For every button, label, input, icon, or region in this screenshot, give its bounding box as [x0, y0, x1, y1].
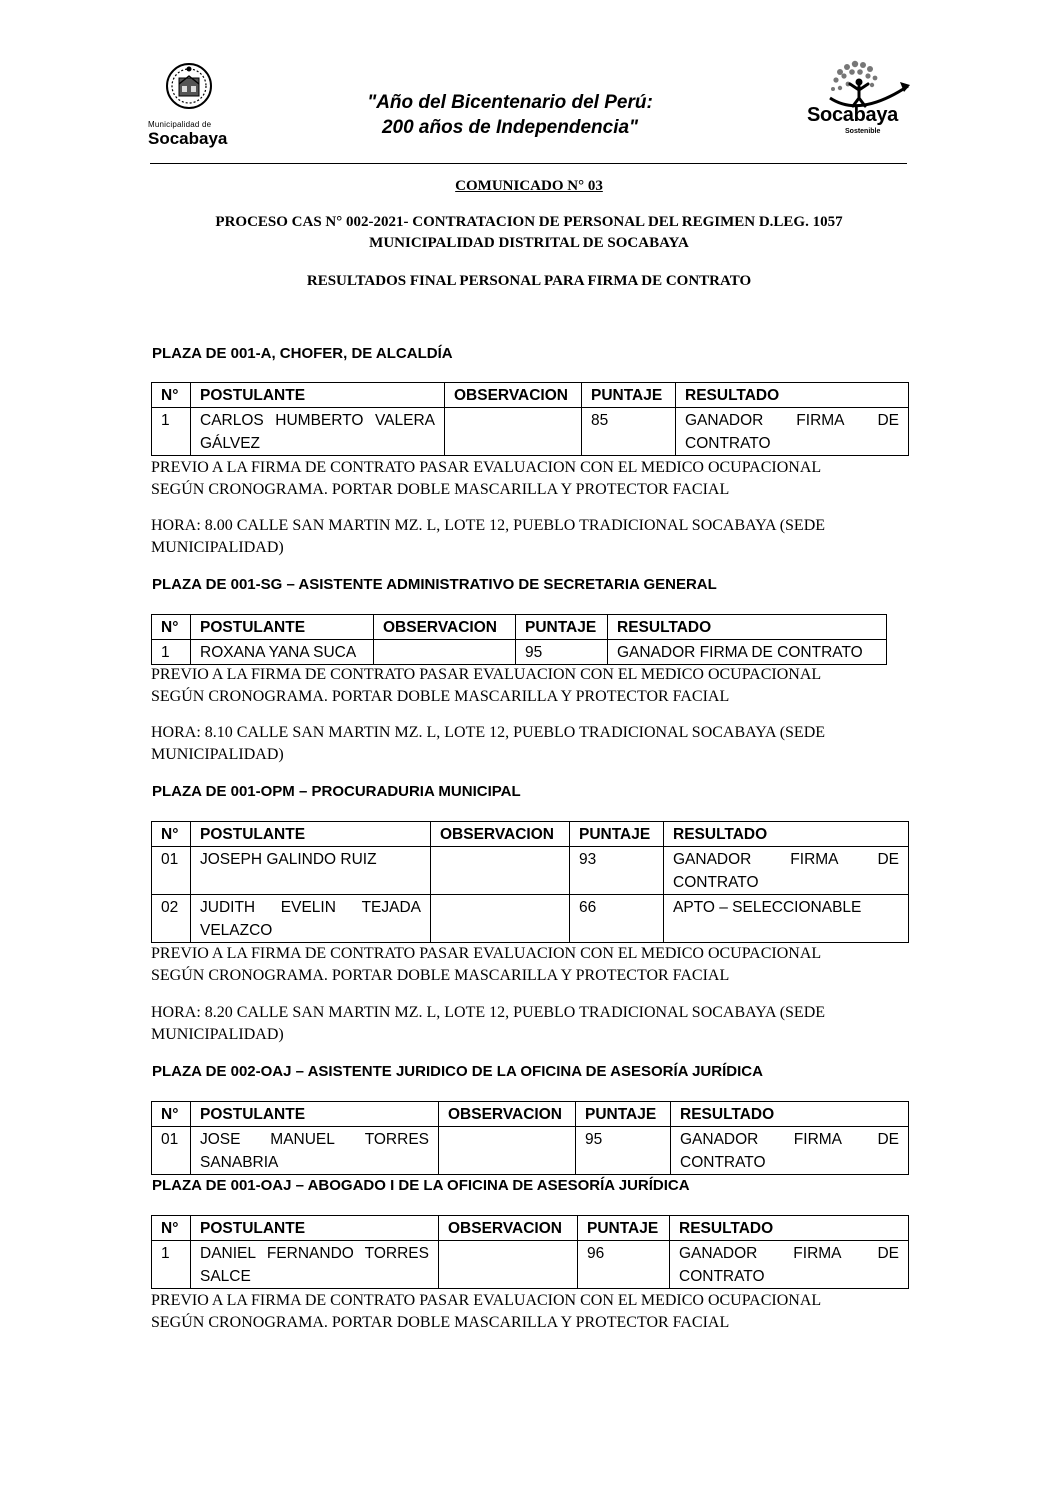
- name-word: DANIEL: [200, 1245, 256, 1262]
- table-row: [152, 1241, 909, 1289]
- results-table-abogado: [151, 1215, 909, 1289]
- name-word: HUMBERTO: [275, 412, 364, 429]
- result-word: GANADOR: [673, 851, 752, 868]
- column-header-observacion: OBSERVACION: [431, 822, 570, 847]
- hora-line-1: HORA: 8.10 CALLE SAN MARTIN MZ. L, LOTE 12, PUEBLO TRADICIONAL SOCABAYA (SEDE: [151, 724, 826, 741]
- hora-line-2: MUNICIPALIDAD): [151, 539, 284, 556]
- notice-line-2: SEGÚN CRONOGRAMA. PORTAR DOBLE MASCARILLA Y PROTECTOR FACIAL: [151, 688, 730, 705]
- table-row: [152, 1127, 909, 1175]
- notice-line-1: PREVIO A LA FIRMA DE CONTRATO PASAR EVALUACION CON EL MEDICO OCUPACIONAL: [151, 945, 822, 962]
- row-puntaje: 85: [582, 408, 676, 456]
- notice-line-1: PREVIO A LA FIRMA DE CONTRATO PASAR EVALUACION CON EL MEDICO OCUPACIONAL: [151, 1292, 822, 1309]
- row-resultado: APTO – SELECCIONABLE: [664, 895, 909, 943]
- row-resultado: [671, 1127, 909, 1175]
- row-num: 1: [152, 1241, 191, 1289]
- document-title: COMUNICADO N° 03: [455, 178, 603, 194]
- row-puntaje: 93: [570, 847, 664, 895]
- column-header-postulante: POSTULANTE: [191, 615, 374, 640]
- section-heading-chofer: PLAZA DE 001-A, CHOFER, DE ALCALDÍA: [152, 345, 453, 362]
- name-word: MANUEL: [270, 1131, 335, 1148]
- result-word: GANADOR: [679, 1245, 758, 1262]
- name-line-2: GÁLVEZ: [200, 435, 261, 452]
- column-header-observacion: OBSERVACION: [439, 1102, 576, 1127]
- column-header-observacion: OBSERVACION: [439, 1216, 578, 1241]
- row-num: 01: [152, 1127, 191, 1175]
- row-observacion: [439, 1241, 578, 1289]
- result-word: DE: [877, 851, 899, 868]
- results-table-procuraduria: [151, 821, 909, 943]
- hora-line-1: HORA: 8.20 CALLE SAN MARTIN MZ. L, LOTE 12, PUEBLO TRADICIONAL SOCABAYA (SEDE: [151, 1004, 826, 1021]
- row-resultado: GANADOR FIRMA DE CONTRATO: [608, 640, 887, 665]
- header-divider: [150, 163, 907, 164]
- row-observacion: [445, 408, 582, 456]
- appointment-hora: [151, 722, 908, 766]
- column-header-postulante: POSTULANTE: [191, 822, 431, 847]
- result-word: DE: [877, 412, 899, 429]
- result-word: FIRMA: [790, 851, 839, 868]
- notice-line-2: SEGÚN CRONOGRAMA. PORTAR DOBLE MASCARILLA Y PROTECTOR FACIAL: [151, 481, 730, 498]
- result-word: DE: [877, 1131, 899, 1148]
- row-puntaje: 66: [570, 895, 664, 943]
- socabaya-sostenible-logo: [800, 58, 920, 148]
- notice-line-2: SEGÚN CRONOGRAMA. PORTAR DOBLE MASCARILLA Y PROTECTOR FACIAL: [151, 1314, 730, 1331]
- column-header-num: N°: [152, 1216, 191, 1241]
- column-header-num: N°: [152, 615, 191, 640]
- results-title: RESULTADOS FINAL PERSONAL PARA FIRMA DE CONTRATO: [306, 273, 752, 289]
- bicentennial-motto: [300, 90, 720, 140]
- results-table-chofer: [151, 382, 909, 456]
- result-word: GANADOR: [680, 1131, 759, 1148]
- row-num: 1: [152, 408, 191, 456]
- name-word: JOSE: [200, 1131, 241, 1148]
- result-line-2: CONTRATO: [673, 874, 759, 891]
- column-header-puntaje: PUNTAJE: [576, 1102, 671, 1127]
- section-heading-asistente-juridico: PLAZA DE 002-OAJ – ASISTENTE JURIDICO DE LA OFICINA DE ASESORÍA JURÍDICA: [152, 1063, 763, 1080]
- column-header-observacion: OBSERVACION: [374, 615, 516, 640]
- result-word: FIRMA: [793, 1131, 843, 1148]
- municipality-logo: [140, 62, 240, 152]
- notice-line-2: SEGÚN CRONOGRAMA. PORTAR DOBLE MASCARILLA Y PROTECTOR FACIAL: [151, 967, 730, 984]
- municipal-seal-icon: [165, 62, 213, 110]
- row-resultado: [676, 408, 909, 456]
- row-puntaje: 96: [578, 1241, 670, 1289]
- row-observacion: [439, 1127, 576, 1175]
- table-row: [152, 847, 909, 895]
- row-puntaje: 95: [516, 640, 608, 665]
- column-header-resultado: RESULTADO: [671, 1102, 909, 1127]
- table-header-row: [152, 1102, 909, 1127]
- row-postulante: [191, 408, 445, 456]
- name-word: TEJADA: [361, 899, 421, 916]
- row-observacion: [431, 895, 570, 943]
- result-word: DE: [877, 1245, 899, 1262]
- row-postulante: ROXANA YANA SUCA: [191, 640, 374, 665]
- process-subtitle-line-1: PROCESO CAS N° 002-2021- CONTRATACION DE PERSONAL DEL REGIMEN D.LEG. 1057: [215, 214, 843, 230]
- table-header-row: [152, 615, 887, 640]
- column-header-resultado: RESULTADO: [676, 383, 909, 408]
- hora-line-1: HORA: 8.00 CALLE SAN MARTIN MZ. L, LOTE 12, PUEBLO TRADICIONAL SOCABAYA (SEDE: [151, 517, 826, 534]
- column-header-postulante: POSTULANTE: [191, 383, 445, 408]
- result-line-2: CONTRATO: [685, 435, 771, 452]
- column-header-puntaje: PUNTAJE: [570, 822, 664, 847]
- name-word: TORRES: [364, 1245, 429, 1262]
- name-word: CARLOS: [200, 412, 264, 429]
- row-puntaje: 95: [576, 1127, 671, 1175]
- results-table-asistente-juridico: [151, 1101, 909, 1175]
- notice-line-1: PREVIO A LA FIRMA DE CONTRATO PASAR EVALUACION CON EL MEDICO OCUPACIONAL: [151, 459, 822, 476]
- medical-notice: [151, 1290, 908, 1334]
- name-line-2: SANABRIA: [200, 1154, 279, 1171]
- column-header-postulante: POSTULANTE: [191, 1216, 439, 1241]
- column-header-resultado: RESULTADO: [670, 1216, 909, 1241]
- municipality-logo-name: Socabaya: [148, 129, 228, 148]
- column-header-num: N°: [152, 1102, 191, 1127]
- row-postulante: JOSEPH GALINDO RUIZ: [191, 847, 431, 895]
- medical-notice: [151, 943, 908, 987]
- medical-notice: [151, 664, 908, 708]
- column-header-puntaje: PUNTAJE: [578, 1216, 670, 1241]
- table-header-row: [152, 822, 909, 847]
- row-resultado: [670, 1241, 909, 1289]
- result-line-2: CONTRATO: [679, 1268, 765, 1285]
- name-word: JUDITH: [200, 899, 256, 916]
- column-header-resultado: RESULTADO: [608, 615, 887, 640]
- result-word: FIRMA: [796, 412, 845, 429]
- medical-notice: [151, 457, 908, 501]
- appointment-hora: [151, 515, 908, 559]
- table-row: [152, 408, 909, 456]
- table-row: [152, 895, 909, 943]
- motto-line-1: "Año del Bicentenario del Perú:: [367, 92, 653, 113]
- name-line-2: SALCE: [200, 1268, 251, 1285]
- table-row: [152, 640, 887, 665]
- hora-line-2: MUNICIPALIDAD): [151, 746, 284, 763]
- motto-line-2: 200 años de Independencia": [381, 117, 639, 138]
- column-header-postulante: POSTULANTE: [191, 1102, 439, 1127]
- row-observacion: [431, 847, 570, 895]
- column-header-resultado: RESULTADO: [664, 822, 909, 847]
- name-line-2: VELAZCO: [200, 922, 273, 939]
- section-heading-procuraduria: PLAZA DE 001-OPM – PROCURADURIA MUNICIPAL: [152, 783, 521, 800]
- sostenible-tagline: Sostenible: [845, 128, 881, 135]
- name-word: TORRES: [364, 1131, 429, 1148]
- column-header-num: N°: [152, 383, 191, 408]
- socabaya-brand-name: Socabaya: [807, 104, 898, 126]
- result-word: GANADOR: [685, 412, 764, 429]
- row-num: 1: [152, 640, 191, 665]
- name-word: VALERA: [374, 412, 435, 429]
- column-header-puntaje: PUNTAJE: [516, 615, 608, 640]
- row-num: 02: [152, 895, 191, 943]
- row-postulante: [191, 1127, 439, 1175]
- name-word: EVELIN: [280, 899, 336, 916]
- row-postulante: [191, 1241, 439, 1289]
- notice-line-1: PREVIO A LA FIRMA DE CONTRATO PASAR EVALUACION CON EL MEDICO OCUPACIONAL: [151, 666, 822, 683]
- hora-line-2: MUNICIPALIDAD): [151, 1026, 284, 1043]
- result-line-2: CONTRATO: [680, 1154, 766, 1171]
- table-header-row: [152, 1216, 909, 1241]
- municipality-logo-small-text: Municipalidad de: [148, 120, 212, 129]
- column-header-puntaje: PUNTAJE: [582, 383, 676, 408]
- table-header-row: [152, 383, 909, 408]
- process-subtitle-line-2: MUNICIPALIDAD DISTRITAL DE SOCABAYA: [369, 235, 689, 251]
- row-observacion: [374, 640, 516, 665]
- section-heading-abogado: PLAZA DE 001-OAJ – ABOGADO I DE LA OFICINA DE ASESORÍA JURÍDICA: [152, 1177, 690, 1194]
- name-word: FERNANDO: [266, 1245, 354, 1262]
- appointment-hora: [151, 1002, 908, 1046]
- row-resultado: [664, 847, 909, 895]
- section-heading-secretaria: PLAZA DE 001-SG – ASISTENTE ADMINISTRATIVO DE SECRETARIA GENERAL: [152, 576, 717, 593]
- results-table-secretaria: [151, 614, 887, 665]
- result-word: FIRMA: [793, 1245, 842, 1262]
- column-header-num: N°: [152, 822, 191, 847]
- row-num: 01: [152, 847, 191, 895]
- row-postulante: [191, 895, 431, 943]
- column-header-observacion: OBSERVACION: [445, 383, 582, 408]
